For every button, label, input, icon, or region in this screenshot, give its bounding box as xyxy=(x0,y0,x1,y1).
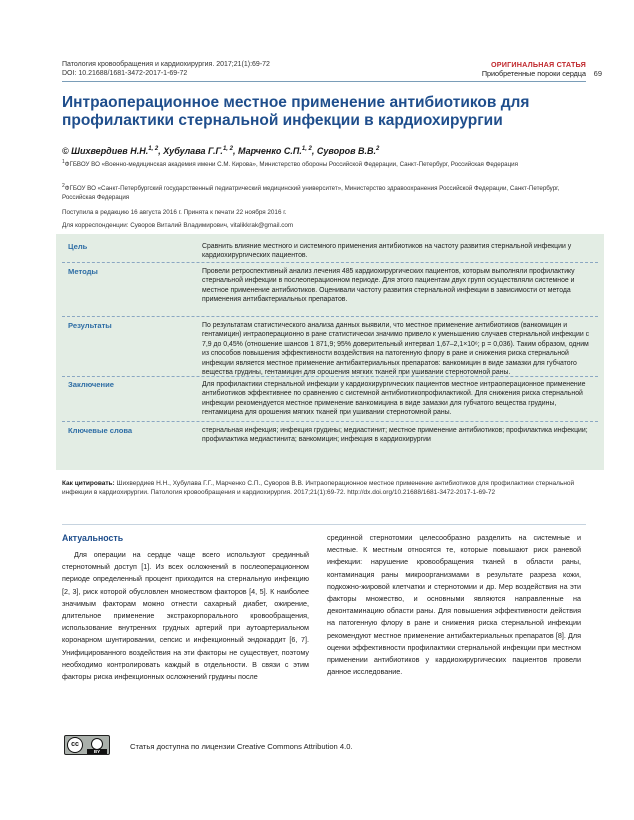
by-label: BY xyxy=(87,749,107,754)
affiliation-1 xyxy=(62,158,582,170)
abstract-text: стернальная инфекция; инфекция грудины; медиастинит; местное применение антибиотиков; профилактика инфекции; профилактика медиастинита; ванкомицин; инфекция в кардиохирургии xyxy=(202,427,588,444)
page-number: 69 xyxy=(593,69,602,78)
cite-text: Шихвердиев Н.Н., Хубулава Г.Г., Марченко С.П., Суворов В.В. Интраоперационное местное применение антибиотиков для профилактики стернальной инфекции в кардиохирургии. Патология кровообращения и кардиохирургия. 2017;21(1):69-72. http://dx.doi.org/10.21688/1681-3472-2017-1-69-72 xyxy=(62,480,575,496)
license-text: Статья доступна по лицензии Creative Commons Attribution 4.0. xyxy=(130,742,353,751)
author-4-aff: 2 xyxy=(376,146,380,152)
doi-line: DOI: 10.21688/1681-3472-2017-1-69-72 xyxy=(62,70,188,77)
author-1-aff: 1, 2 xyxy=(148,146,159,152)
copyright-sign: © xyxy=(62,146,69,156)
body-column-2 xyxy=(327,532,581,678)
running-header-right xyxy=(481,60,602,78)
abstract-divider xyxy=(62,316,598,317)
author-2-aff: 1, 2 xyxy=(222,146,233,152)
abstract-label: Заключение xyxy=(68,380,115,389)
affiliation-1-num: 1 xyxy=(62,159,65,165)
body-paragraph: срединной стернотомии целесообразно разделить на системные и местные. К местным относятся те, которые повышают риск раневой инфекции: нарушение кровообращения тканей в области раны, контаминация раны микроорганизмами в результате разреза кожи, подкожно-жировой клетчатки и стернотомии и др. Мер воздействия на эти факторы множество, и основными являются направленные на деконтаминацию области раны. Для повышения эффективности действия на патогенную флору в ране и снижения риска стернальной инфекции рекомендуют местное применение антибактериальных препаратов [8]. Для оценки эффективности профилактики стернальной инфекции при местном применении антибиотиков у кардиохирургических пациентов провели данное исследование. xyxy=(327,533,581,677)
cite-label: Как цитировать: xyxy=(62,480,115,487)
correspondence: Для корреспонденции: Суворов Виталий Владимирович, vitalikkrak@gmail.com xyxy=(62,222,294,229)
abstract-label: Методы xyxy=(68,267,98,276)
running-header-left xyxy=(62,60,270,78)
author-1: Шихвердиев Н.Н. xyxy=(71,146,149,156)
body-column-1 xyxy=(62,549,309,683)
received-dates: Поступила в редакцию 16 августа 2016 г. Принята к печати 22 ноября 2016 г. xyxy=(62,209,287,216)
author-list: © Шихвердиев Н.Н.$^{1, 2}$, Хубулава Г.Г.$^{1, 2}$, Марченко С.П.$^{1, 2}$, Суворов В.В.$^2$ xyxy=(62,146,380,156)
author-3: Марченко С.П. xyxy=(237,146,302,156)
abstract-divider xyxy=(62,421,598,422)
abstract-label: Результаты xyxy=(68,321,112,330)
abstract-text: Сравнить влияние местного и системного применения антибиотиков на частоту развития стернальной инфекции у кардиохирургических пациентов. xyxy=(202,243,572,260)
article-type: ОРИГИНАЛЬНАЯ СТАТЬЯ xyxy=(490,60,586,69)
abstract-text: По результатам статистического анализа данных выявили, что местное применение антибиотиков (ванкомицин и гентамицин) интраоперационно в ране статистически значимо привело к уменьшению случаев стернальной инфекции с 7,9 до 0,45% (отношение шансов 1 871,9; 95% доверительный интервал 1,67–2,1×10⁶; р = 0,036). Таким образом, одним из способов повышения эффективности воздействия на патогенную флору в ране и снижения риска стернальной инфекции является местное применение антибактериальных препаратов: ванкомицин в виде замазки для губчатого вещества грудины, гентамицин для орошения мягких тканей при ушивании стернотомной раны. xyxy=(202,322,590,377)
affiliation-1-text: ФГБВОУ ВО «Военно-медицинская академия имени С.М. Кирова», Министерство обороны Российской Федерации, Санкт-Петербург, Российская Федерация xyxy=(64,161,518,169)
abstract-box xyxy=(56,234,604,470)
article-title: Интраоперационное местное применение антибиотиков для профилактики стернальной инфекции в кардиохирургии xyxy=(62,94,530,129)
journal-line: Патология кровообращения и кардиохирургия. 2017;21(1):69-72 xyxy=(62,61,270,68)
how-to-cite xyxy=(62,480,582,498)
author-4: Суворов В.В. xyxy=(316,146,377,156)
abstract-text: Провели ретроспективный анализ лечения 485 кардиохирургических пациентов, которым выполняли профилактику стернальной инфекции в послеоперационном периоде. Для этого пациентам двух групп осуществляли системное и местное применение антибиотиков. Оценивали частоту развития стернальной инфекции в зависимости от метода применения антибактериальных препаратов. xyxy=(202,268,575,304)
abstract-divider xyxy=(62,262,598,263)
abstract-text: Для профилактики стернальной инфекции у кардиохирургических пациентов местное интраоперационное применение антибиотиков эффективнее по сравнению с системной антибиотикопрофилактикой. Для снижения риска стернальной инфекции рекомендуется местное применение ванкомицина в виде замазки для губчатого вещества грудины, гентамицина для орошения мягких тканей при ушивании стернотомной раны. xyxy=(202,381,586,417)
cc-icon: cc xyxy=(67,737,83,753)
affiliation-2-num: 2 xyxy=(62,183,65,189)
section-topic: Приобретенные пороки сердца xyxy=(481,69,586,78)
affiliation-2 xyxy=(62,182,582,202)
body-paragraph: Для операции на сердце чаще всего используют срединный стернотомный доступ [1]. Из всех осложнений в послеоперационном периоде определенный процент приходится на стернальную инфекцию [2, 3], риск которой обусловлен множеством факторов [4, 5]. К наиболее значимым факторам можно отнести сахарный диабет, ожирение, длительное применение экстракорпорального кровообращения, использование внутренних грудных артерий при аутоартериальном коронарном шунтировании, сепсис и инфекционный эндокардит [6, 7]. Унифицированного воздействия на эти факторы не существует, поэтому необходимо контролировать каждый в отдельности. В связи с этим факторы риска инфекционных осложнений грудины после xyxy=(62,550,309,682)
author-2: Хубулава Г.Г. xyxy=(163,146,223,156)
abstract-label: Цель xyxy=(68,242,88,251)
section-heading: Актуальность xyxy=(62,533,124,543)
author-3-aff: 1, 2 xyxy=(301,146,312,152)
affiliation-2-text: ФГБОУ ВО «Санкт-Петербургский государственный педиатрический медицинский университет», Министерство здравоохранения Российской Федерации, Санкт-Петербург, Российская Федерация xyxy=(62,185,560,201)
abstract-divider xyxy=(62,376,598,377)
body-divider xyxy=(62,524,586,525)
cc-by-license-icon xyxy=(64,735,110,755)
abstract-label: Ключевые слова xyxy=(68,426,133,435)
header-divider xyxy=(62,81,586,82)
